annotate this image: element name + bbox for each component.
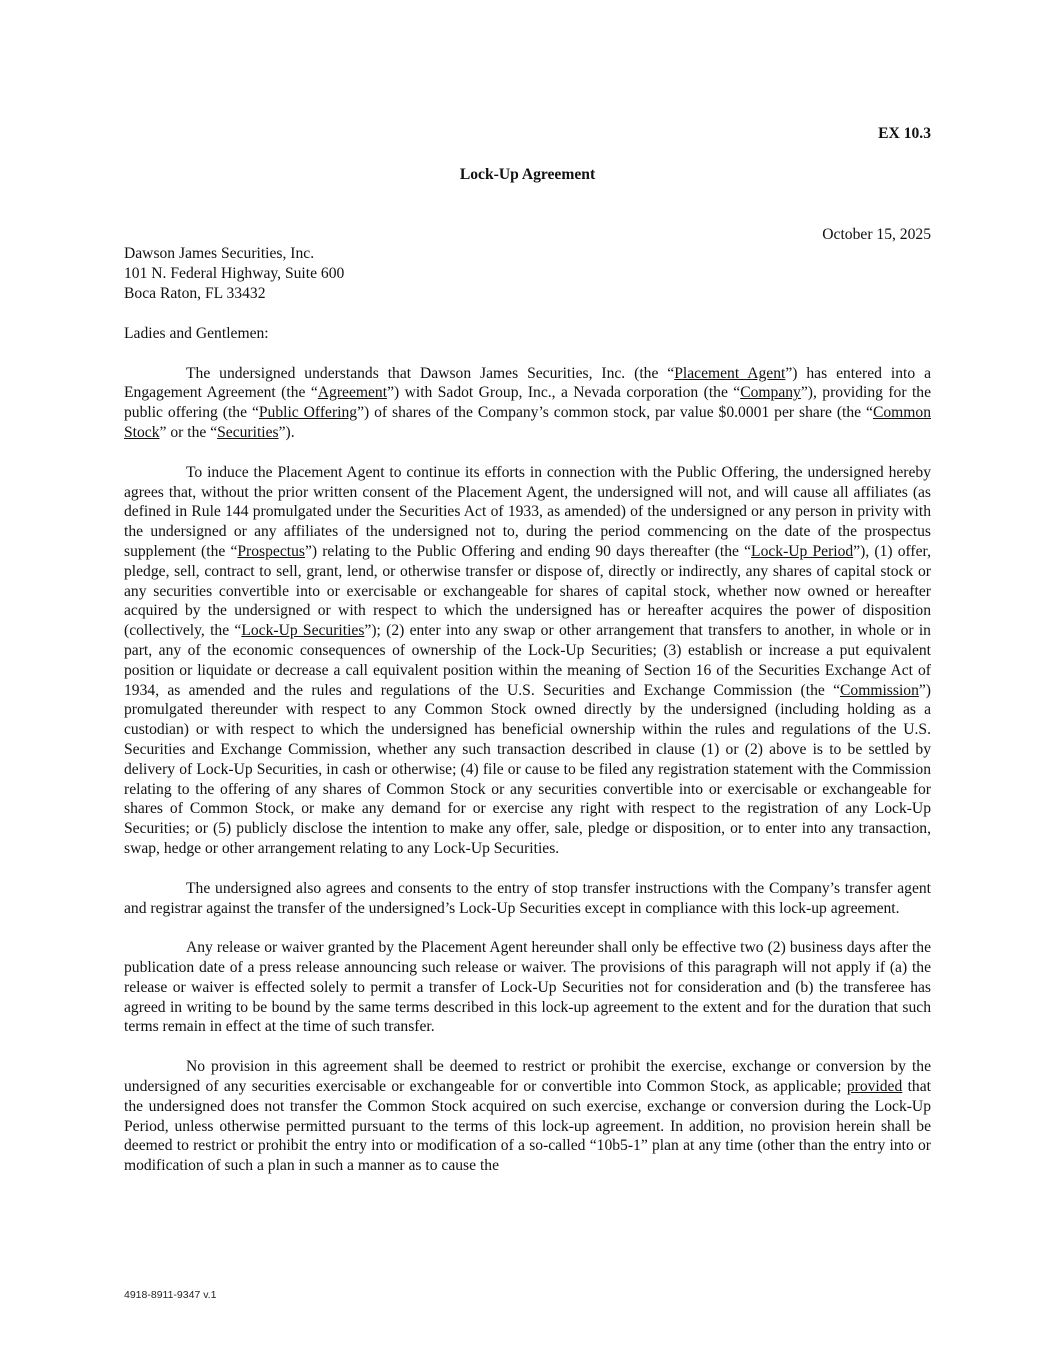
defined-term: Securities xyxy=(217,423,279,441)
paragraph-exercise-exception xyxy=(124,1057,931,1176)
defined-term: Prospectus xyxy=(237,542,305,560)
paragraph-stop-transfer: The undersigned also agrees and consents to the entry of stop transfer instructions with the Company’s transfer agent and registrar against the transfer of the undersigned’s Lock-Up Securities except in compliance with this lock-up agreement. xyxy=(124,879,931,917)
defined-term: Placement Agent xyxy=(674,364,786,382)
text-run: ”) with Sadot Group, Inc., a Nevada corporation (the “ xyxy=(387,384,741,402)
text-run: ”) of shares of the Company’s common stock, par value $0.0001 per share (the “ xyxy=(357,404,873,422)
exhibit-number: EX 10.3 xyxy=(878,125,931,142)
text-run: ”), providing for the public offering (the “ xyxy=(124,384,931,422)
recipient-address xyxy=(124,244,931,303)
defined-term: Lock-Up Period xyxy=(751,542,854,560)
defined-term: Agreement xyxy=(317,384,388,402)
footer-document-id: 4918-8911-9347 v.1 xyxy=(124,1289,217,1301)
defined-term: provided xyxy=(846,1078,903,1096)
address-line: Dawson James Securities, Inc. xyxy=(124,245,315,263)
defined-term: Lock-Up Securities xyxy=(241,622,365,640)
document-title: Lock-Up Agreement xyxy=(459,165,596,183)
paragraph-understanding xyxy=(124,364,931,443)
text-run: ”); (2) enter into any swap or other arrangement that transfers to another, in whole or in part, any of the economic consequences of ownership of the Lock-Up Securities; (3) establish or increase a put equivalent position or liquidate or decrease a call equivalent position within the meaning of Section 16 of the Securities Exchange Act of 1934, as amended and the rules and regulations of the U.S. Securities and Exchange Commission (the “ xyxy=(124,622,931,699)
address-line: Boca Raton, FL 33432 xyxy=(124,284,266,302)
salutation: Ladies and Gentlemen: xyxy=(124,324,269,342)
defined-term: Company xyxy=(740,384,801,402)
text-run: ”) has entered into a Engagement Agreement (the “ xyxy=(124,364,931,402)
defined-term: Commission xyxy=(840,681,919,699)
text-run: ”) promulgated thereunder with respect to any Common Stock owned directly by the undersigned (including holding as a custodian) or with respect to which the undersigned has beneficial ownership within the rules and regulations of the U.S. Securities and Exchange Commission, whether any such transaction described in clause (1) or (2) above is to be settled by delivery of Lock-Up Securities, in cash or otherwise; (4) file or cause to be filed any registration statement with the Commission relating to the offering of any shares of Common Stock or any securities convertible into or exercisable or exchangeable for shares of Common Stock, or make any demand for or exercise any right with respect to the registration of any Lock-Up Securities; or (5) publicly disclose the intention to make any offer, sale, pledge or disposition, or to enter into any transaction, swap, hedge or other arrangement relating to any Lock-Up Securities. xyxy=(124,681,931,857)
text-run: ”). xyxy=(278,423,295,441)
address-line: 101 N. Federal Highway, Suite 600 xyxy=(124,265,345,283)
text-run: ”) relating to the Public Offering and ending 90 days thereafter (the “ xyxy=(304,542,752,560)
text-run: that the undersigned does not transfer the Common Stock acquired on such exercise, exchange or conversion during the Lock-Up Period, unless otherwise permitted pursuant to the terms of this lock-up agreement. In addition, no provision herein shall be deemed to restrict or prohibit the entry into or modification of a so-called “10b5-1” plan at any time (other than the entry into or modification of such a plan in such a manner as to cause the xyxy=(124,1078,931,1175)
document-page xyxy=(124,124,931,1176)
text-run: The undersigned understands that Dawson James Securities, Inc. (the “ xyxy=(186,364,675,382)
text-run: To induce the Placement Agent to continue its efforts in connection with the Public Offering, the undersigned hereby agrees that, without the prior written consent of the Placement Agent, the undersigned will not, and will cause all affiliates (as defined in Rule 144 promulgated under the Securities Act of 1933, as amended) of the undersigned or any person in privity with the undersigned or any affiliates of the undersigned not to, during the period commencing on the date of the prospectus supplement (the “ xyxy=(124,463,931,560)
letter-date: October 15, 2025 xyxy=(822,225,931,243)
text-run: ” or the “ xyxy=(159,423,218,441)
paragraph-release-waiver: Any release or waiver granted by the Placement Agent hereunder shall only be effective two (2) business days after the publication date of a press release announcing such release or waiver. The provisions of this paragraph will not apply if (a) the release or waiver is effected solely to permit a transfer of Lock-Up Securities not for consideration and (b) the transferee has agreed in writing to be bound by the same terms described in this lock-up agreement to the extent and for the duration that such terms remain in effect at the time of such transfer. xyxy=(124,939,931,1036)
defined-term: Common Stock xyxy=(124,404,931,441)
paragraph-lock-up-covenant xyxy=(124,463,931,859)
text-run: ”), (1) offer, pledge, sell, contract to sell, grant, lend, or otherwise transfer or dispose of, directly or indirectly, any shares of capital stock or any securities convertible into or exercisable or exchangeable for shares of capital stock, whether now owned or hereafter acquired by the undersigned or with respect to which the undersigned has or hereafter acquires the power of disposition (collectively, the “ xyxy=(124,542,932,640)
text-run: No provision in this agreement shall be deemed to restrict or prohibit the exercise, exchange or conversion by the undersigned of any securities exercisable or exchangeable for or convertible into Common Stock, as applicable; xyxy=(124,1058,931,1096)
defined-term: Public Offering xyxy=(258,404,358,422)
